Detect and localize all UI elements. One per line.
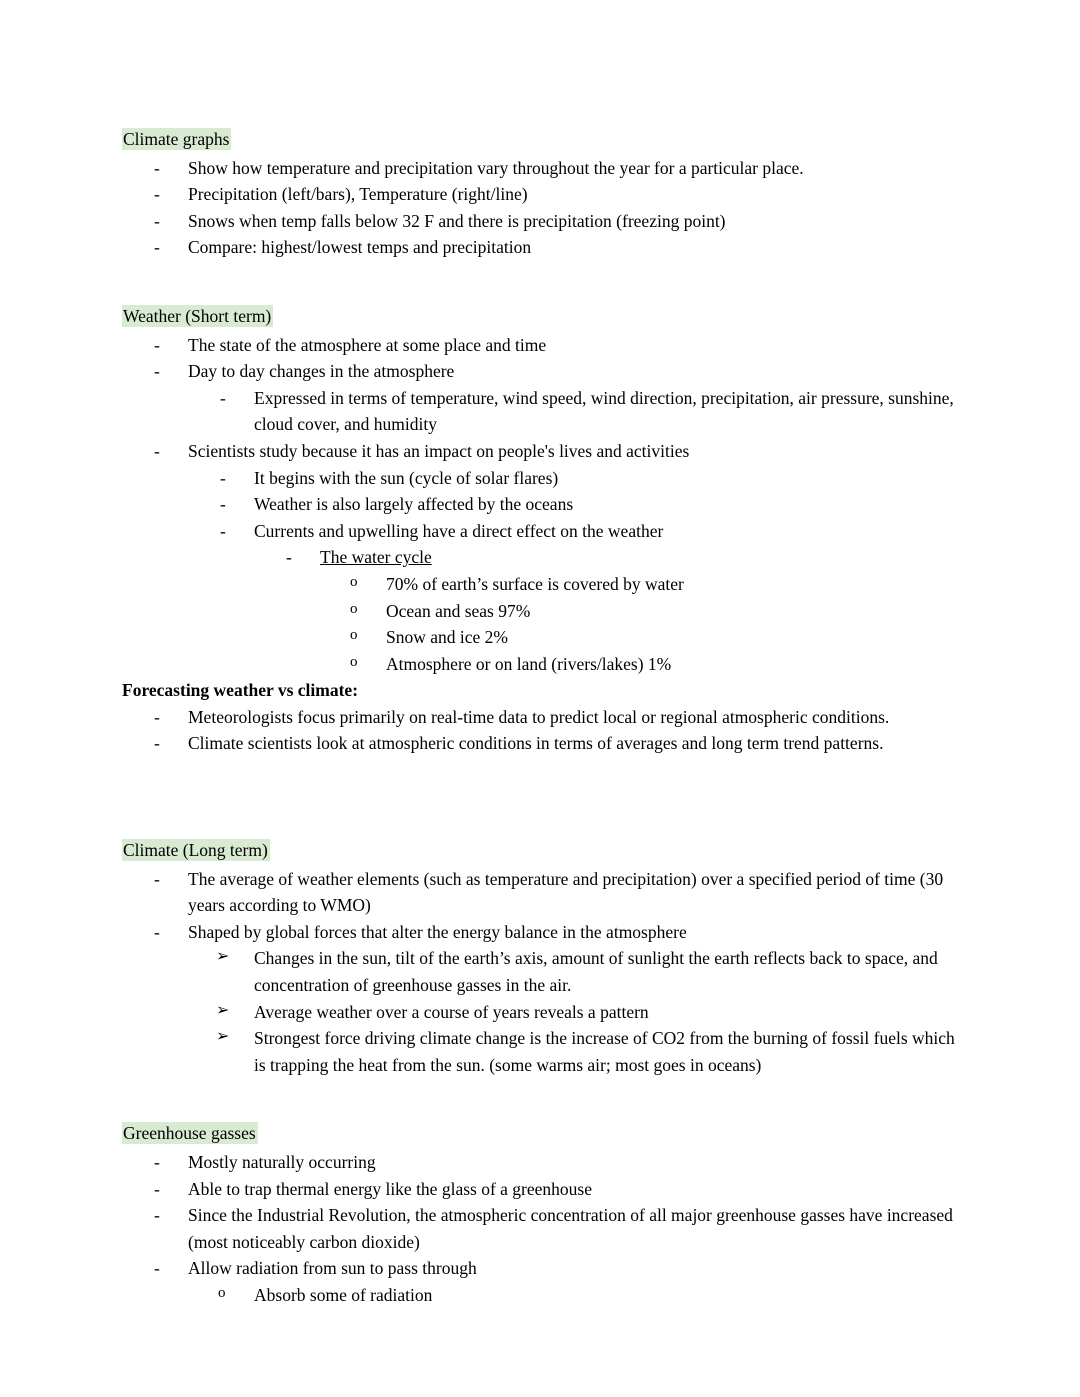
section-climate-long-term [122,837,970,1078]
list-item: o Snow and ice 2% [320,624,970,651]
list-item: - Shaped by global forces that alter the energy balance in the atmosphere [122,919,970,946]
section-weather-short-term [122,303,970,677]
list-item: o Atmosphere or on land (rivers/lakes) 1% [320,651,970,678]
bullet-list [122,332,970,385]
section-heading-text: Weather (Short term) [123,305,272,326]
bullet-list-level2 [188,465,970,545]
list-item: o 70% of earth’s surface is covered by water [320,571,970,598]
spacer [122,757,970,815]
list-item: - Day to day changes in the atmosphere [122,358,970,385]
section-heading-text: Climate (Long term) [123,840,268,861]
list-item: - Scientists study because it has an impact on people's lives and activities [122,438,970,465]
section-heading-text: Greenhouse gasses [123,1123,256,1144]
list-item: o Ocean and seas 97% [320,598,970,625]
bullet-list [122,155,970,261]
list-item: - The average of weather elements (such as temperature and precipitation) over a specified period of time (30 years according to WMO) [122,866,970,919]
list-item: - Mostly naturally occurring [122,1149,970,1176]
section-greenhouse-gasses [122,1120,970,1308]
list-item [254,544,970,571]
bullet-list-arrow [188,945,970,1078]
bullet-list [122,1149,970,1282]
section-heading [122,126,970,153]
bullet-list-level2 [188,385,970,438]
list-item-underlined-text: The water cycle [320,547,432,568]
bullet-list [122,438,970,465]
spacer [122,815,970,837]
list-item: ➢ Changes in the sun, tilt of the earth’s axis, amount of sunlight the earth reflects back to space, and concentration of greenhouse gasses in the air. [188,945,970,998]
list-item: ➢ Strongest force driving climate change is the increase of CO2 from the burning of fossil fuels which is trapping the heat from the sun. (some warms air; most goes in oceans) [188,1025,970,1078]
bullet-list [122,704,970,757]
list-item: ➢ Average weather over a course of years reveals a pattern [188,999,970,1026]
bullet-list-level3 [254,544,970,571]
section-heading [122,837,970,864]
bullet-list-level2 [188,1282,970,1309]
list-item: - Meteorologists focus primarily on real-time data to predict local or regional atmospheric conditions. [122,704,970,731]
list-item: - It begins with the sun (cycle of solar flares) [188,465,970,492]
list-item: - Precipitation (left/bars), Temperature (right/line) [122,181,970,208]
list-item: - Expressed in terms of temperature, wind speed, wind direction, precipitation, air pressure, sunshine, cloud cover, and humidity [188,385,970,438]
list-item: - Snows when temp falls below 32 F and there is precipitation (freezing point) [122,208,970,235]
section-heading-text: Climate graphs [123,129,230,149]
bullet-list-level4 [320,571,970,677]
section-heading: Forecasting weather vs climate: [122,680,359,701]
list-item: - Allow radiation from sun to pass through [122,1255,970,1282]
list-item: - The state of the atmosphere at some place and time [122,332,970,359]
bullet-list [122,866,970,946]
list-item: - Weather is also largely affected by the oceans [188,491,970,518]
list-item: - Able to trap thermal energy like the glass of a greenhouse [122,1176,970,1203]
list-item: o Absorb some of radiation [188,1282,970,1309]
spacer [122,1078,970,1120]
section-forecasting [122,677,970,757]
spacer [122,261,970,303]
list-item: - Currents and upwelling have a direct effect on the weather [188,518,970,545]
section-heading [122,303,970,330]
list-item: - Show how temperature and precipitation vary throughout the year for a particular place. [122,155,970,182]
list-item: - Since the Industrial Revolution, the atmospheric concentration of all major greenhouse gasses have increased (most noticeably carbon dioxide) [122,1202,970,1255]
list-item: - Climate scientists look at atmospheric conditions in terms of averages and long term trend patterns. [122,730,970,757]
section-heading [122,1120,970,1147]
section-climate-graphs [122,126,970,261]
list-item: - Compare: highest/lowest temps and precipitation [122,234,970,261]
